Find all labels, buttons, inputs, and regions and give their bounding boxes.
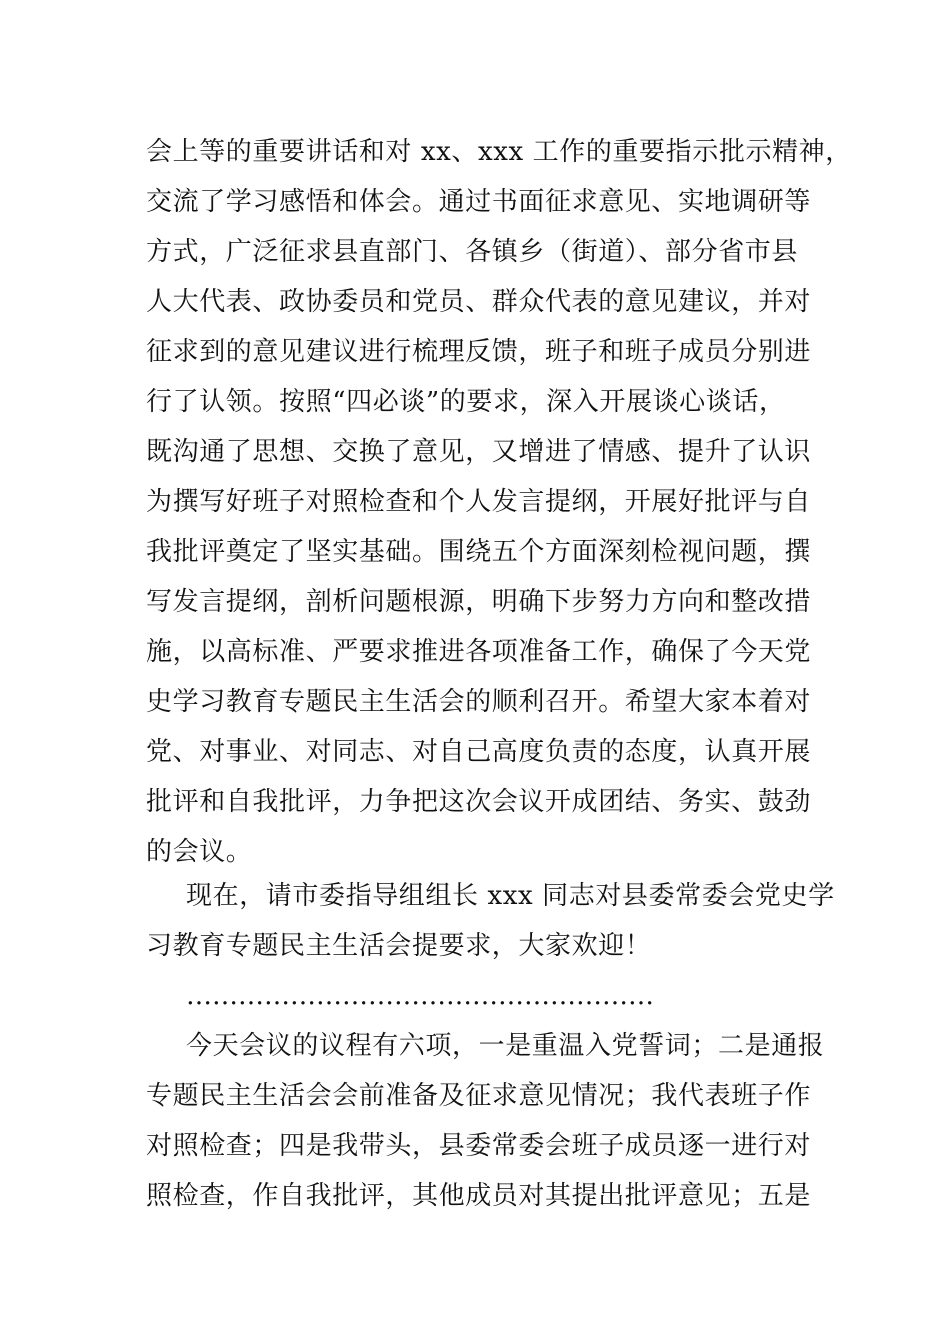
text-line: 照检查，作自我批评，其他成员对其提出批评意见；五是 bbox=[146, 1181, 812, 1211]
text-line: 的会议。 bbox=[146, 837, 253, 867]
paragraph-preparation-summary bbox=[146, 127, 852, 877]
ellipsis-separator: ……………………………………………… bbox=[186, 981, 654, 1011]
text-line: 批评和自我批评，力争把这次会议开成团结、务实、鼓劲 bbox=[146, 787, 812, 817]
text-line: 人大代表、政协委员和党员、群众代表的意见建议，并对 bbox=[146, 287, 812, 317]
text-line: 交流了学习感悟和体会。通过书面征求意见、实地调研等 bbox=[146, 187, 812, 217]
text-line: 党、对事业、对同志、对自己高度负责的态度，认真开展 bbox=[146, 737, 812, 767]
text-line: 现在，请市委指导组组长 xxx 同志对县委常委会党史学 bbox=[186, 881, 835, 911]
text-line: 会上等的重要讲话和对 xx、xxx 工作的重要指示批示精神， bbox=[146, 137, 852, 167]
text-line: 施，以高标准、严要求推进各项准备工作，确保了今天党 bbox=[146, 637, 812, 667]
paragraph-invitation bbox=[146, 871, 835, 971]
text-line: 征求到的意见建议进行梳理反馈，班子和班子成员分别进 bbox=[146, 337, 812, 367]
text-line: 我批评奠定了坚实基础。围绕五个方面深刻检视问题，撰 bbox=[146, 537, 812, 567]
text-line: 专题民主生活会会前准备及征求意见情况；我代表班子作 bbox=[146, 1081, 812, 1111]
text-line: 既沟通了思想、交换了意见，又增进了情感、提升了认识 bbox=[146, 437, 812, 467]
paragraph-agenda bbox=[146, 1021, 826, 1221]
text-line: 方式，广泛征求县直部门、各镇乡（街道）、部分省市县 bbox=[146, 237, 799, 267]
text-line: 习教育专题民主生活会提要求，大家欢迎！ bbox=[146, 931, 652, 961]
text-line: 行了认领。按照“四必谈”的要求，深入开展谈心谈话， bbox=[146, 387, 786, 417]
text-line: 对照检查；四是我带头，县委常委会班子成员逐一进行对 bbox=[146, 1131, 812, 1161]
text-line: 史学习教育专题民主生活会的顺利召开。希望大家本着对 bbox=[146, 687, 812, 717]
section-separator bbox=[146, 971, 826, 1021]
text-line: 为撰写好班子对照检查和个人发言提纲，开展好批评与自 bbox=[146, 487, 812, 517]
text-line: 写发言提纲，剖析问题根源，明确下步努力方向和整改措 bbox=[146, 587, 812, 617]
text-line: 今天会议的议程有六项，一是重温入党誓词；二是通报 bbox=[186, 1031, 825, 1061]
